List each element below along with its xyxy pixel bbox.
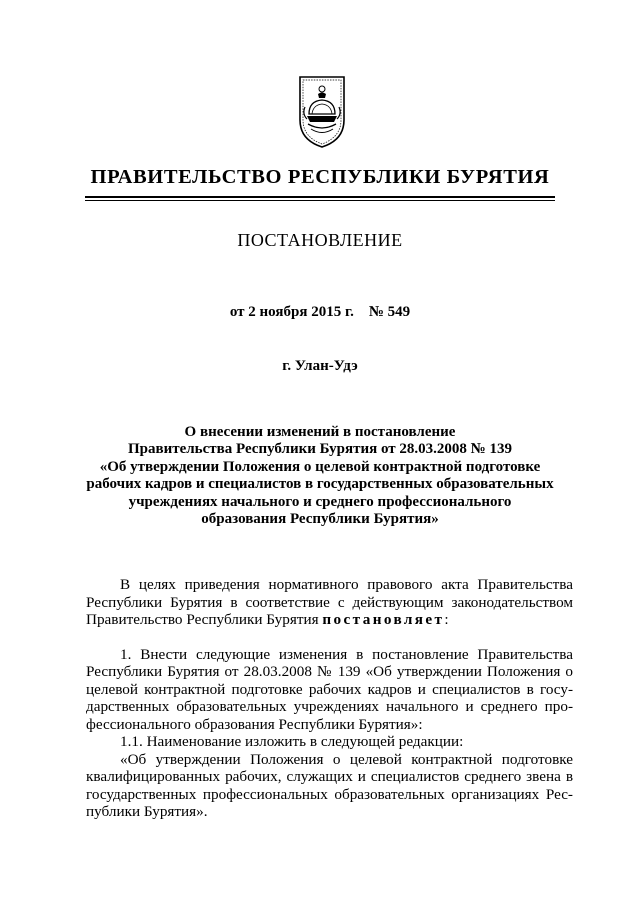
subject-line: образования Республики Бурятия» — [201, 511, 439, 528]
item-1-paragraph — [86, 646, 573, 734]
text-line: Республики Бурятия от 28.03.2008 № 139 «Об утверждении Положения о — [86, 663, 573, 680]
decree-word: постановляет — [322, 611, 445, 628]
intro-text: Правительство Республики Бурятия — [86, 611, 323, 628]
text-line: дарственных образовательных учреждениях начального и среднего про- — [86, 698, 573, 715]
text-line: квалифицированных рабочих, служащих и специалистов среднего звена в — [86, 768, 573, 785]
quoted-title-paragraph — [86, 751, 573, 821]
text-line: 1.1. Наименование изложить в следующей редакции: — [120, 733, 464, 750]
text-line: «Об утверждении Положения о целевой контрактной подготовке — [120, 750, 573, 768]
subject-line: рабочих кадров и специалистов в государственных образовательных — [86, 476, 554, 493]
intro-colon: : — [444, 611, 449, 628]
subject-line: Правительства Республики Бурятия от 28.03.2008 № 139 — [127, 441, 512, 458]
item-1-1-paragraph — [86, 733, 573, 751]
subject-line: О внесении изменений в постановление — [184, 424, 456, 440]
text-line: Республики Бурятия в соответствие с действующим законодательством — [86, 593, 573, 611]
text-line — [86, 611, 573, 629]
text-line: 1. Внести следующие изменения в постановление Правительства — [120, 645, 573, 663]
city: г. Улан-Удэ — [282, 358, 358, 374]
date-and-number: от 2 ноября 2015 г. № 549 — [229, 304, 411, 320]
document-body — [86, 576, 573, 821]
text-line: В целях приведения нормативного правового акта Правительства — [120, 576, 573, 593]
intro-paragraph — [86, 576, 573, 629]
text-line: фессионального образования Республики Бурятия»: — [86, 715, 423, 733]
organization-title: ПРАВИТЕЛЬСТВО РЕСПУБЛИКИ БУРЯТИЯ — [90, 166, 550, 188]
subject-line: учреждениях начального и среднего профессионального — [128, 493, 512, 510]
document-subject — [60, 424, 580, 528]
coat-of-arms-emblem — [296, 74, 348, 150]
document-type: ПОСТАНОВЛЕНИЕ — [237, 230, 403, 250]
text-line: государственных профессиональных образовательных организациях Рес- — [86, 785, 573, 803]
header-rule-thin — [85, 200, 555, 201]
text-line: целевой контрактной подготовке рабочих кадров и специалистов в госу- — [86, 680, 573, 698]
text-line: публики Бурятия». — [86, 803, 208, 820]
header-rule-thick — [85, 196, 555, 198]
subject-line: «Об утверждении Положения о целевой контрактной подготовке — [99, 458, 541, 475]
